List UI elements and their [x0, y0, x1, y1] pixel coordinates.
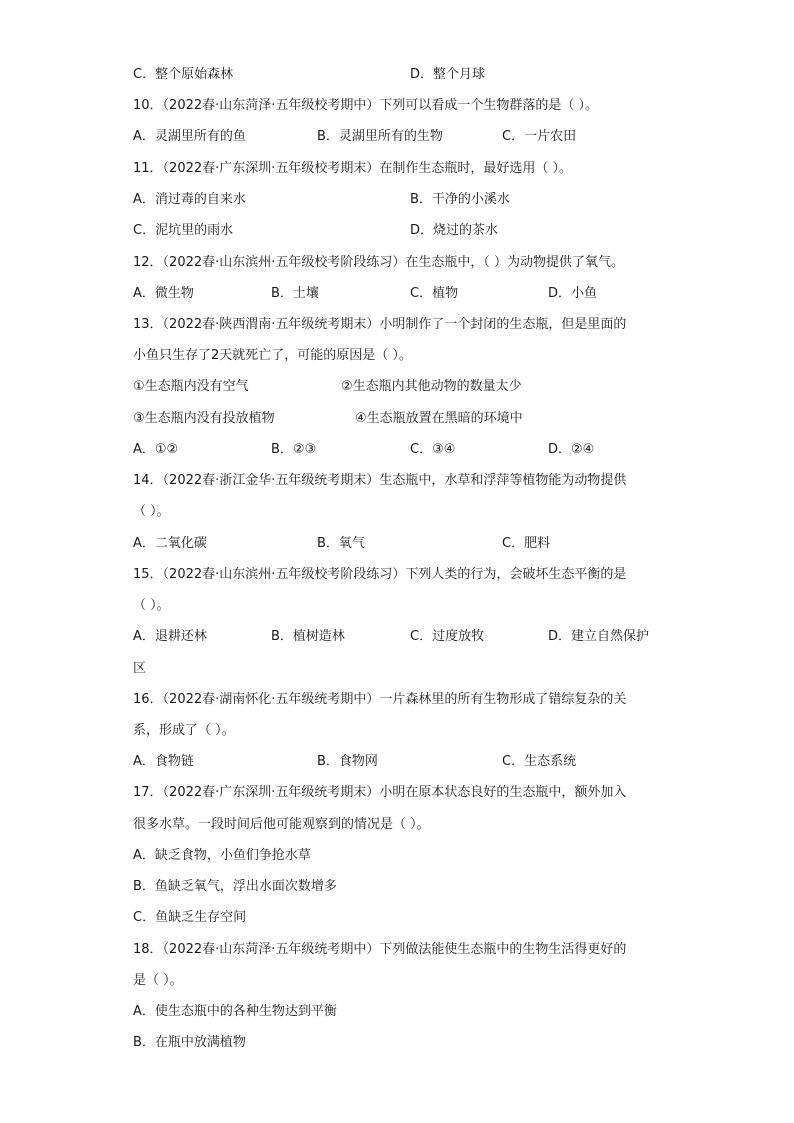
option-c: C．肥料	[502, 536, 551, 551]
option-b: B．灵湖里所有的生物	[317, 129, 443, 144]
option-c: C．整个原始森林	[133, 67, 234, 82]
statement-4: ④生态瓶放置在黑暗的环境中	[355, 411, 523, 426]
option-a: A．消过毒的自来水	[133, 192, 246, 207]
option-b: B．鱼缺乏氧气，浮出水面次数增多	[133, 879, 337, 894]
question-stem-line-2: 很多水草。一段时间后他可能观察到的情况是（ ）。	[133, 817, 430, 832]
option-c: C．泥坑里的雨水	[133, 223, 234, 238]
option-b: B．在瓶中放满植物	[133, 1035, 246, 1050]
option-a: A．退耕还林	[133, 629, 207, 644]
question-stem-line-1: 18．（2022春·山东菏泽·五年级统考期中）下列做法能使生态瓶中的生物生活得更好的	[133, 942, 627, 957]
option-b: B．植树造林	[271, 629, 345, 644]
question-stem-line-2: （ ）。	[133, 598, 170, 613]
option-c: C．生态系统	[502, 754, 577, 769]
option-d: D．小鱼	[548, 286, 598, 301]
question-stem-line-1: 16．（2022春·湖南怀化·五年级统考期中）一片森林里的所有生物形成了错综复杂的关	[133, 692, 627, 707]
option-b: B．②③	[271, 442, 317, 457]
option-d-continued: 区	[133, 661, 147, 676]
option-c: C．过度放牧	[410, 629, 485, 644]
statement-1: ①生态瓶内没有空气	[133, 379, 249, 394]
option-a: A．①②	[133, 442, 179, 457]
question-stem-line-2: 小鱼只生存了2天就死亡了，可能的原因是（ ）。	[133, 348, 412, 363]
question-stem: 11．（2022春·广东深圳·五年级校考期末）在制作生态瓶时，最好选用（ ）。	[133, 161, 573, 176]
option-a: A．灵湖里所有的鱼	[133, 129, 246, 144]
option-c: C．一片农田	[502, 129, 577, 144]
option-d: D．整个月球	[410, 67, 486, 82]
question-stem-line-2: 系，形成了（ ）。	[133, 723, 235, 738]
question-stem-line-2: 是（ ）。	[133, 973, 183, 988]
option-c: C．鱼缺乏生存空间	[133, 910, 247, 925]
option-c: C．植物	[410, 286, 459, 301]
statement-2: ②生态瓶内其他动物的数量太少	[341, 379, 522, 394]
option-d: D．建立自然保护	[548, 629, 650, 644]
statement-3: ③生态瓶内没有投放植物	[133, 411, 275, 426]
option-a: A．微生物	[133, 286, 194, 301]
question-stem-line-1: 15．（2022春·山东滨州·五年级校考阶段练习）下列人类的行为，会破坏生态平衡的是	[133, 567, 627, 582]
question-stem-line-2: （ ）。	[133, 504, 170, 519]
question-stem-line-1: 14．（2022春·浙江金华·五年级统考期末）生态瓶中，水草和浮萍等植物能为动物提供	[133, 473, 627, 488]
option-b: B．食物网	[317, 754, 378, 769]
option-d: D．②④	[548, 442, 595, 457]
question-stem: 10．（2022春·山东菏泽·五年级校考期中）下列可以看成一个生物群落的是（ ）。	[133, 98, 599, 113]
question-stem-line-1: 17．（2022春·广东深圳·五年级统考期末）小明在原本状态良好的生态瓶中，额外加入	[133, 785, 627, 800]
option-a: A．二氧化碳	[133, 536, 207, 551]
question-stem-line-1: 13．（2022春·陕西渭南·五年级统考期末）小明制作了一个封闭的生态瓶，但是里面的	[133, 317, 627, 332]
option-a: A．缺乏食物，小鱼们争抢水草	[133, 848, 311, 863]
option-b: B．土壤	[271, 286, 319, 301]
option-b: B．氧气	[317, 536, 365, 551]
option-a: A．食物链	[133, 754, 194, 769]
option-c: C．③④	[410, 442, 456, 457]
option-b: B．干净的小溪水	[410, 192, 510, 207]
question-stem: 12．（2022春·山东滨州·五年级校考阶段练习）在生态瓶中，（ ）为动物提供了氧气。	[133, 255, 625, 270]
option-d: D．烧过的茶水	[410, 223, 499, 238]
option-a: A．使生态瓶中的各种生物达到平衡	[133, 1004, 337, 1019]
